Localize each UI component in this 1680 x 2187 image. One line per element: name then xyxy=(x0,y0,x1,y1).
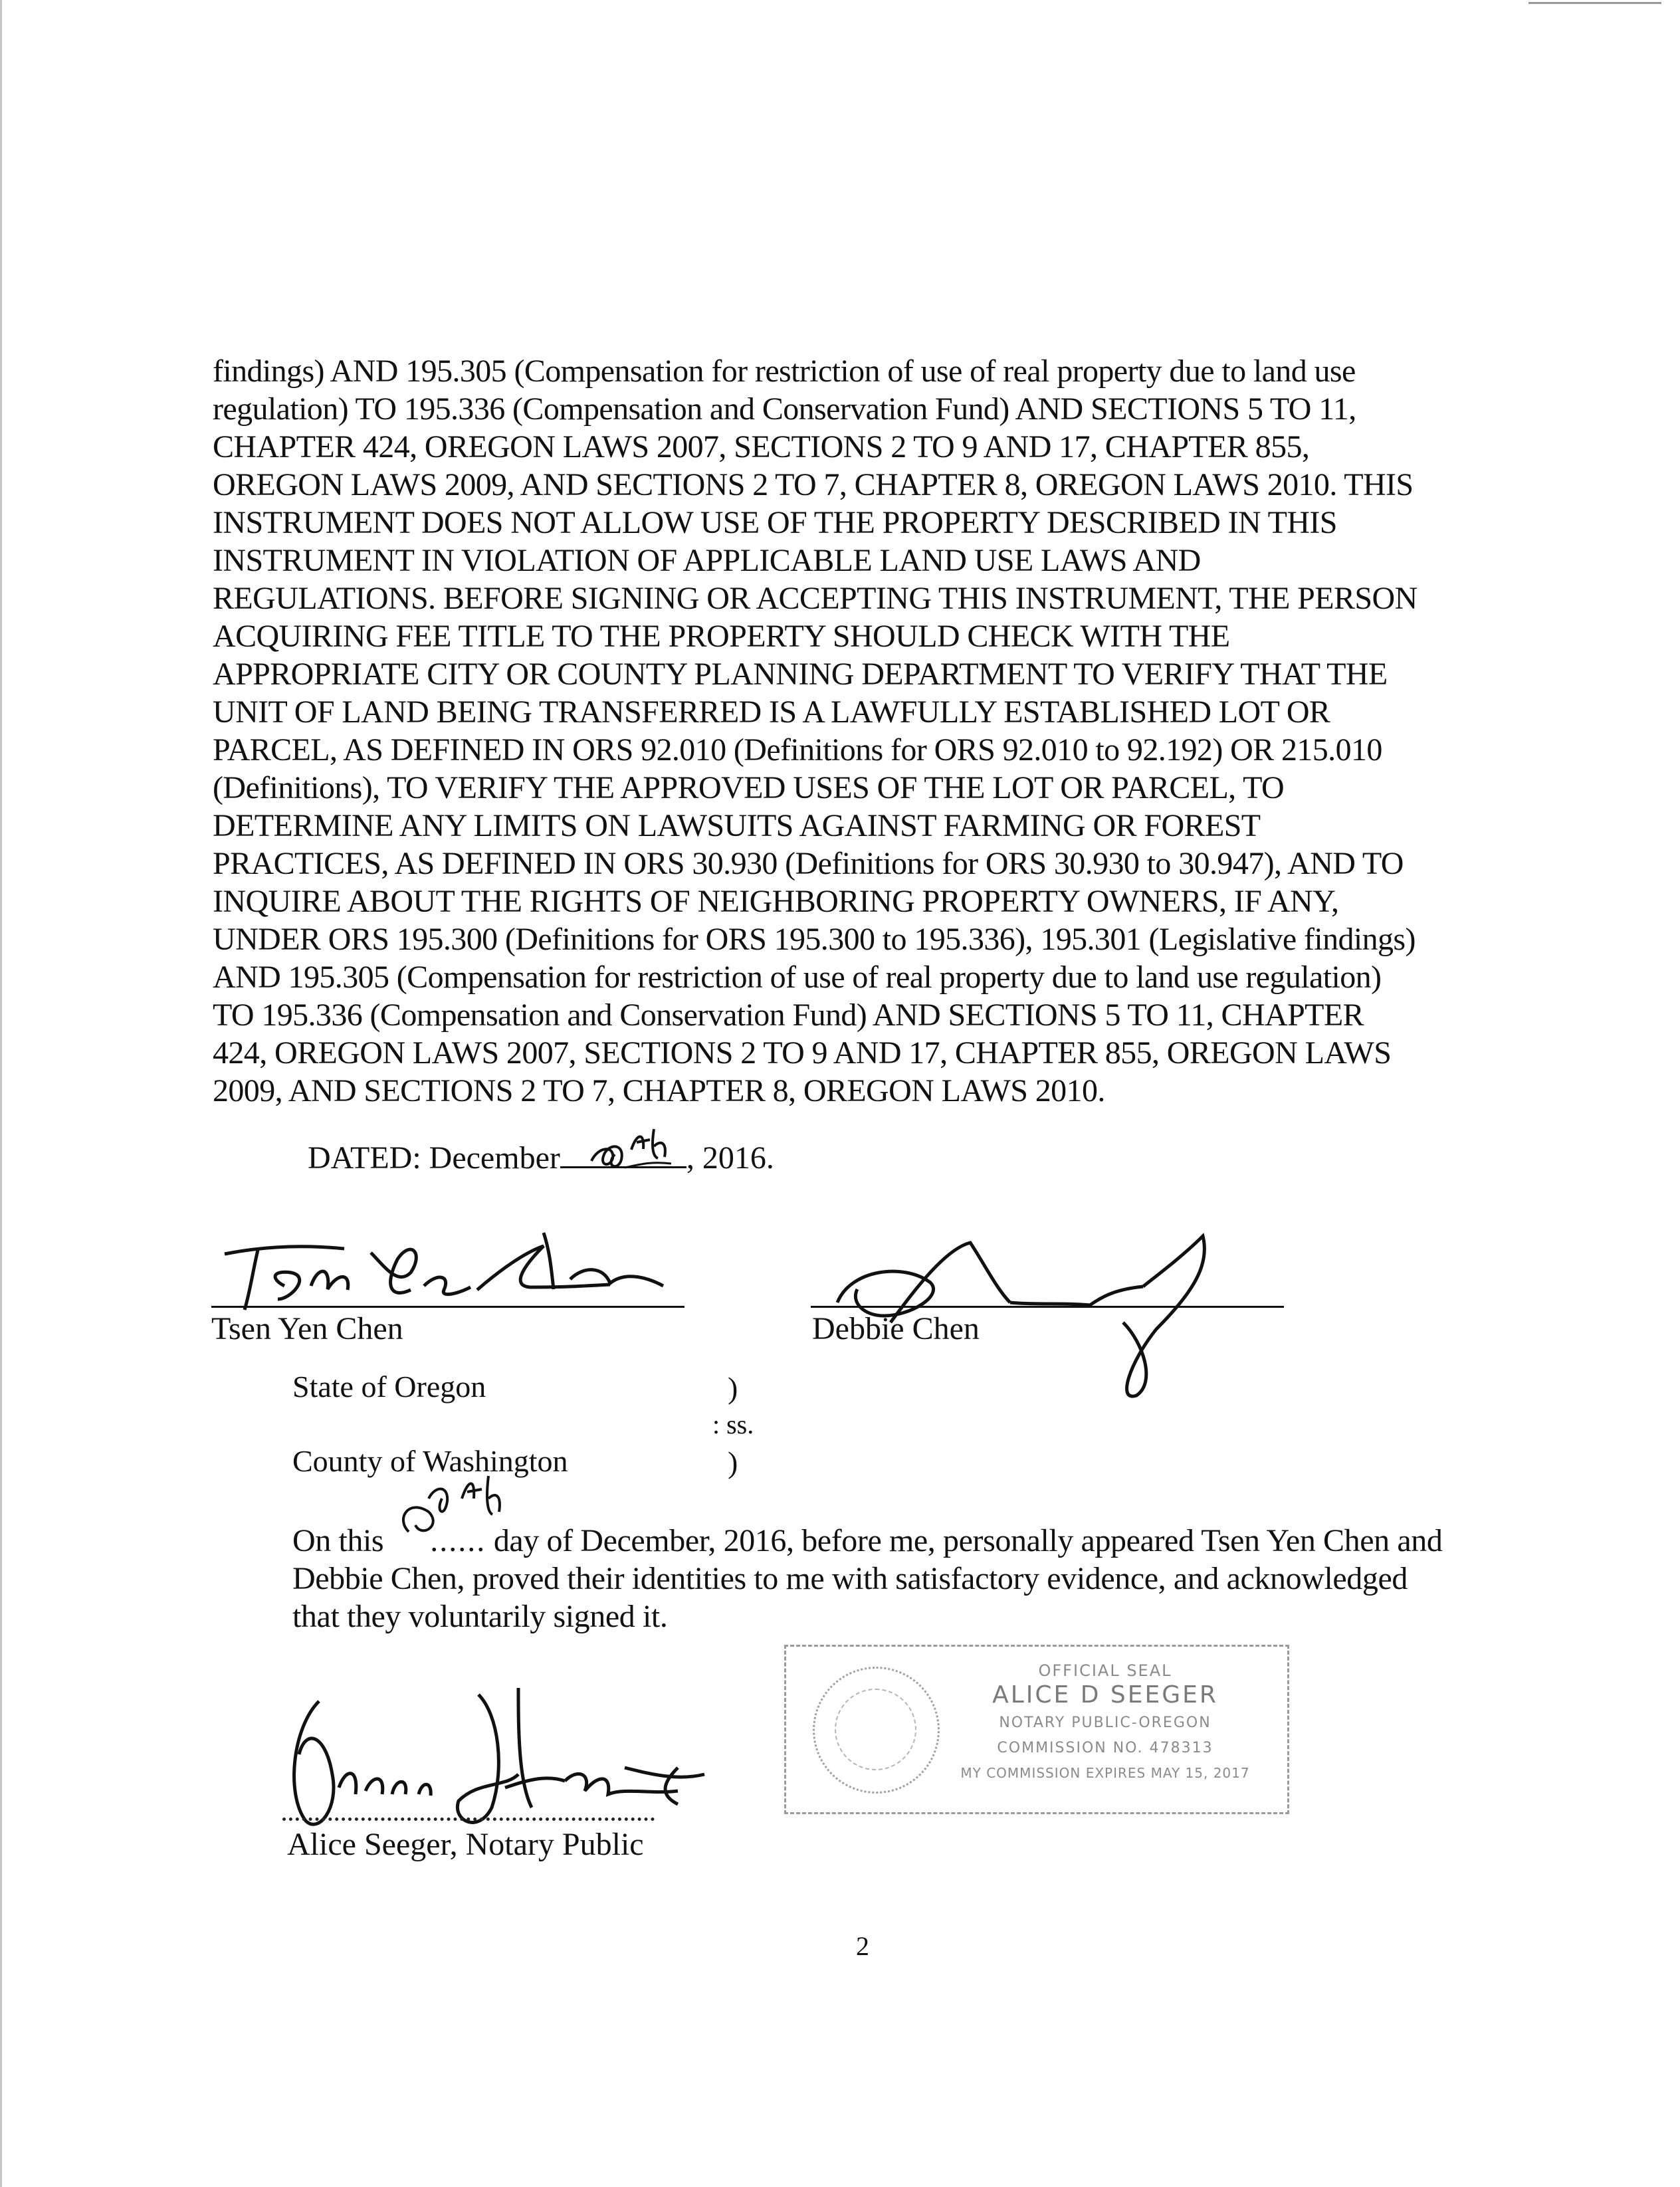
body-line: INSTRUMENT IN VIOLATION OF APPLICABLE LAND USE LAWS AND xyxy=(213,543,1201,578)
acknowledgment-paragraph xyxy=(292,1522,1555,1635)
notary-name: Alice Seeger, Notary Public xyxy=(287,1827,644,1862)
body-line: ACQUIRING FEE TITLE TO THE PROPERTY SHOULD CHECK WITH THE xyxy=(213,619,1230,654)
body-line: 424, OREGON LAWS 2007, SECTIONS 2 TO 9 AND 17, CHAPTER 855, OREGON LAWS xyxy=(213,1035,1392,1071)
body-line: PRACTICES, AS DEFINED IN ORS 30.930 (Definitions for ORS 30.930 to 30.947), AND TO xyxy=(213,846,1404,881)
venue-county: County of Washington xyxy=(292,1444,568,1478)
disclaimer-body xyxy=(213,352,1542,1110)
signature-line-right xyxy=(811,1306,1284,1308)
ack-line-3: that they voluntarily signed it. xyxy=(292,1599,668,1634)
body-line: INQUIRE ABOUT THE RIGHTS OF NEIGHBORING PROPERTY OWNERS, IF ANY, xyxy=(213,884,1339,919)
seal-title: NOTARY PUBLIC-OREGON xyxy=(999,1715,1211,1731)
seal-commission-number: COMMISSION NO. 478313 xyxy=(997,1740,1213,1756)
seal-heading: OFFICIAL SEAL xyxy=(1038,1661,1172,1680)
body-line: 2009, AND SECTIONS 2 TO 7, CHAPTER 8, OREGON LAWS 2010. xyxy=(213,1073,1105,1108)
ack-rest: day of December, 2016, before me, personally appeared Tsen Yen Chen and xyxy=(486,1523,1443,1558)
body-line: INSTRUMENT DOES NOT ALLOW USE OF THE PROPERTY DESCRIBED IN THIS xyxy=(213,505,1337,540)
ack-line-2: Debbie Chen, proved their identities to me with satisfactory evidence, and acknowledged xyxy=(292,1561,1408,1596)
venue-paren-close: ) xyxy=(728,1445,738,1479)
body-line: CHAPTER 424, OREGON LAWS 2007, SECTIONS 2 TO 9 AND 17, CHAPTER 855, xyxy=(213,429,1310,465)
scan-edge-left xyxy=(0,0,2,2187)
body-line: REGULATIONS. BEFORE SIGNING OR ACCEPTING THIS INSTRUMENT, THE PERSON xyxy=(213,581,1418,616)
body-line: OREGON LAWS 2009, AND SECTIONS 2 TO 7, CHAPTER 8, OREGON LAWS 2010. THIS xyxy=(213,467,1414,502)
body-line: UNDER ORS 195.300 (Definitions for ORS 195.300 to 195.336), 195.301 (Legislative findings) xyxy=(213,922,1416,957)
body-line: APPROPRIATE CITY OR COUNTY PLANNING DEPARTMENT TO VERIFY THAT THE xyxy=(213,657,1388,692)
seal-expiration: MY COMMISSION EXPIRES MAY 15, 2017 xyxy=(960,1765,1250,1781)
seal-notary-name: ALICE D SEEGER xyxy=(992,1681,1218,1709)
state-seal-emblem-inner xyxy=(835,1689,916,1770)
dated-year: , 2016. xyxy=(686,1140,774,1176)
signature-notary xyxy=(279,1675,744,1841)
page-number: 2 xyxy=(856,1931,869,1961)
body-line: TO 195.336 (Compensation and Conservation Fund) AND SECTIONS 5 TO 11, CHAPTER xyxy=(213,997,1364,1033)
notary-signature-line xyxy=(282,1818,655,1821)
notary-official-seal xyxy=(784,1645,1289,1814)
ack-prefix: On this xyxy=(292,1523,384,1558)
body-line: AND 195.305 (Compensation for restriction of use of real property due to land use regulation) xyxy=(213,960,1382,995)
ack-line-1 xyxy=(292,1522,1555,1560)
venue-state: State of Oregon xyxy=(292,1370,486,1404)
body-line: regulation) TO 195.336 (Compensation and Conservation Fund) AND SECTIONS 5 TO 11, xyxy=(213,391,1356,427)
body-line: (Definitions), TO VERIFY THE APPROVED USES OF THE LOT OR PARCEL, TO xyxy=(213,770,1285,805)
body-line: PARCEL, AS DEFINED IN ORS 92.010 (Definitions for ORS 92.010 to 92.192) OR 215.010 xyxy=(213,732,1382,768)
venue-ss: : ss. xyxy=(712,1409,754,1439)
venue-paren-open: ) xyxy=(728,1371,738,1405)
dated-prefix: DATED: December xyxy=(308,1140,560,1176)
body-line: findings) AND 195.305 (Compensation for restriction of use of real property due to land use xyxy=(213,354,1356,389)
signer-name-right: Debbie Chen xyxy=(812,1311,980,1346)
state-seal-emblem xyxy=(813,1667,940,1794)
scan-edge-mark xyxy=(1528,2,1661,4)
signer-name-left: Tsen Yen Chen xyxy=(211,1311,403,1346)
signature-line-left xyxy=(211,1306,684,1308)
dated-line xyxy=(308,1140,774,1176)
ack-dots: ...... xyxy=(430,1523,486,1558)
body-line: DETERMINE ANY LIMITS ON LAWSUITS AGAINST FARMING OR FOREST xyxy=(213,808,1261,843)
handwritten-day-dated xyxy=(585,1120,684,1180)
body-line: UNIT OF LAND BEING TRANSFERRED IS A LAWFULLY ESTABLISHED LOT OR xyxy=(213,694,1330,730)
signature-tsen-yen-chen xyxy=(211,1226,690,1312)
